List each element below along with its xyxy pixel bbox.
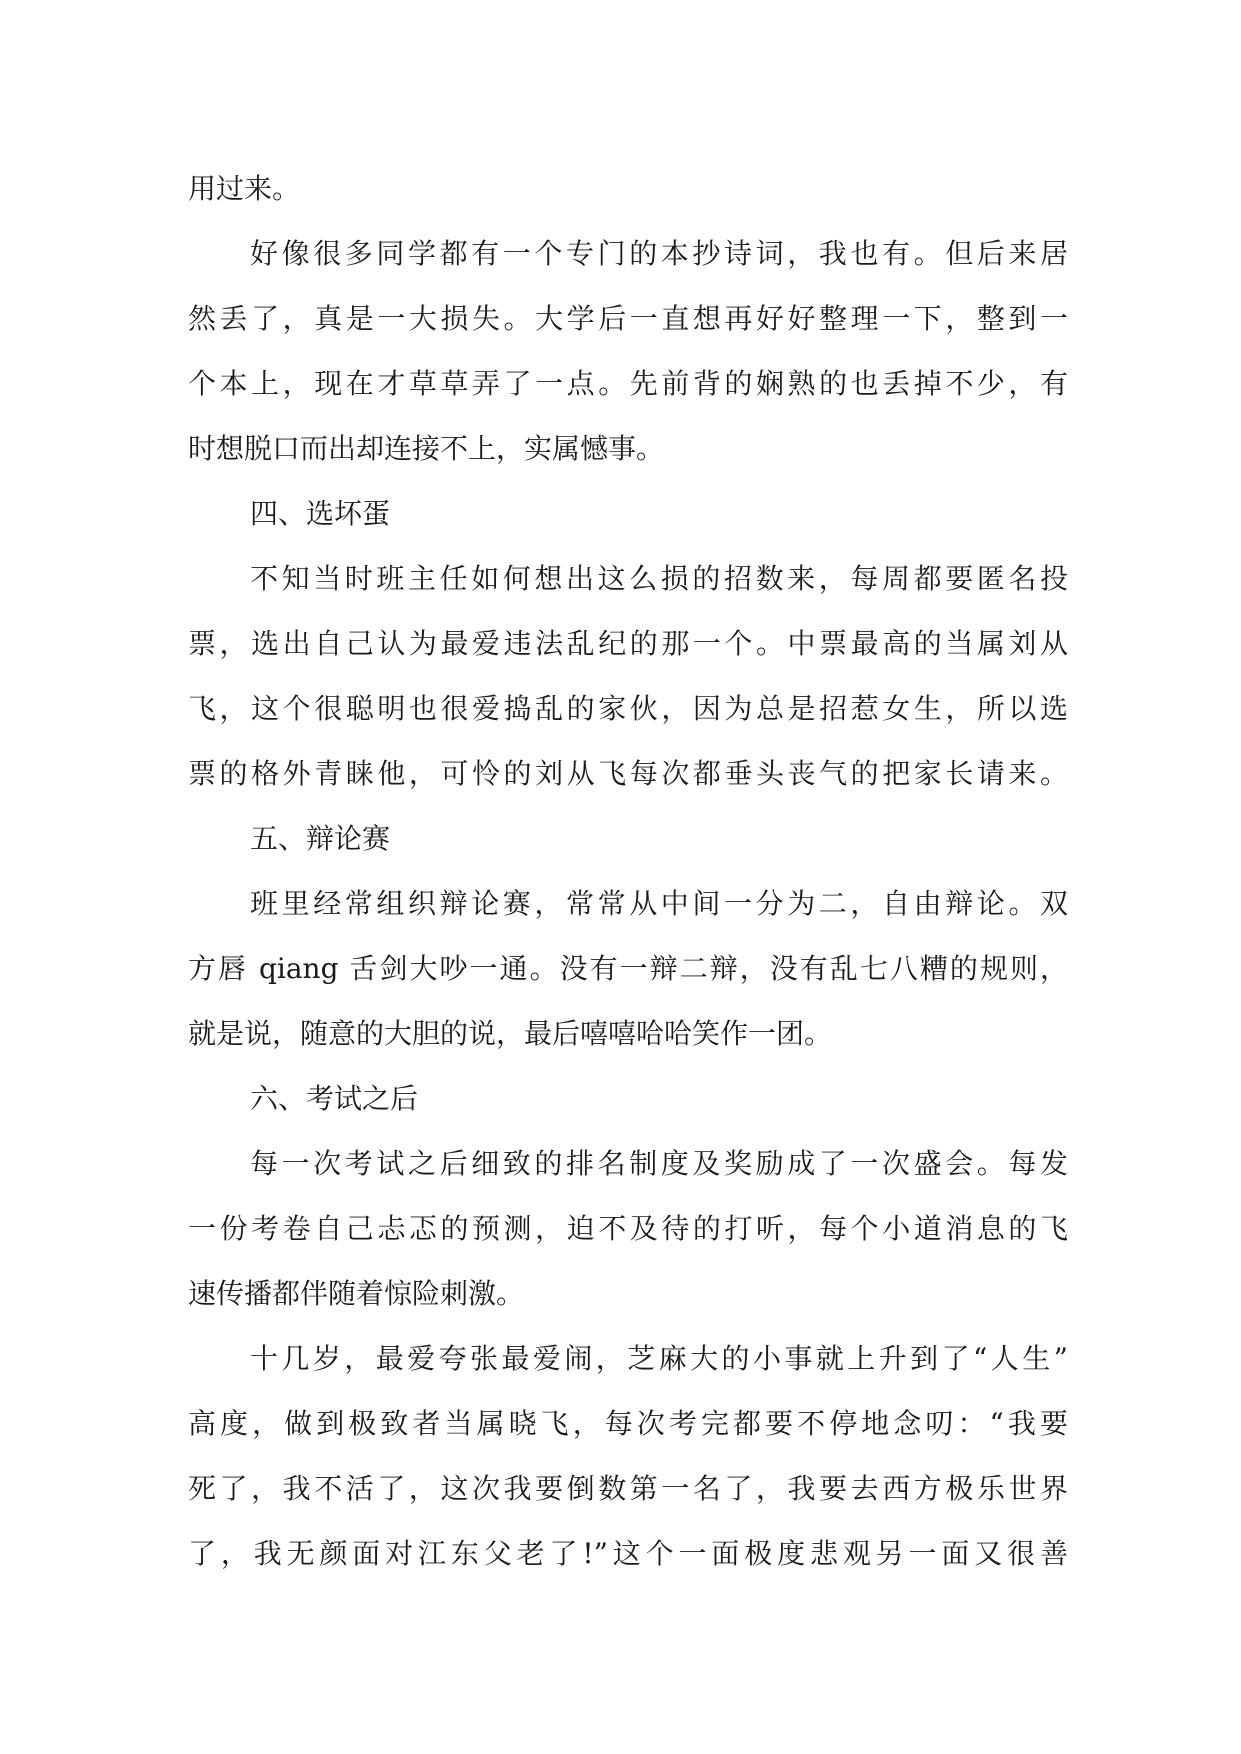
text-line: 时想脱口而出却连接不上，实属憾事。 (188, 432, 665, 465)
text-line: 五、辩论赛 (250, 822, 391, 855)
text-line: 用过来。 (188, 172, 301, 205)
text-line: 不知当时班主任如何想出这么损的招数来，每周都要匿名投 (250, 562, 1068, 595)
text-line: 班里经常组织辩论赛，常常从中间一分为二，自由辩论。双 (250, 887, 1068, 920)
text-line: 死了，我不活了，这次我要倒数第一名了，我要去西方极乐世界 (188, 1472, 1068, 1505)
text-line: 高度，做到极致者当属晓飞，每次考完都要不停地念叨：“我要 (188, 1407, 1068, 1440)
text-line: 票的格外青睐他，可怜的刘从飞每次都垂头丧气的把家长请来。 (188, 757, 1068, 790)
text-line: 每一次考试之后细致的排名制度及奖励成了一次盛会。每发 (250, 1147, 1068, 1180)
text-line: 方唇 qiang 舌剑大吵一通。没有一辩二辩，没有乱七八糟的规则， (188, 952, 1068, 985)
text-line: 速传播都伴随着惊险刺激。 (188, 1277, 525, 1310)
text-line: 票，选出自己认为最爱违法乱纪的那一个。中票最高的当属刘从 (188, 627, 1068, 660)
document-body (188, 156, 1068, 1586)
text-line: 四、选坏蛋 (250, 497, 391, 530)
text-line: 就是说，随意的大胆的说，最后嘻嘻哈哈笑作一团。 (188, 1017, 833, 1050)
text-line: 飞，这个很聪明也很爱捣乱的家伙，因为总是招惹女生，所以选 (188, 692, 1068, 725)
text-line: 好像很多同学都有一个专门的本抄诗词，我也有。但后来居 (250, 237, 1068, 270)
text-line: 然丢了，真是一大损失。大学后一直想再好好整理一下，整到一 (188, 302, 1068, 335)
text-line: 六、考试之后 (250, 1082, 419, 1115)
text-line: 一份考卷自己忐忑的预测，迫不及待的打听，每个小道消息的飞 (188, 1212, 1068, 1245)
text-line: 了，我无颜面对江东父老了!”这个一面极度悲观另一面又很善 (188, 1537, 1068, 1570)
text-line: 十几岁，最爱夸张最爱闹，芝麻大的小事就上升到了“人生” (250, 1342, 1068, 1375)
text-line: 个本上，现在才草草弄了一点。先前背的娴熟的也丢掉不少，有 (188, 367, 1068, 400)
